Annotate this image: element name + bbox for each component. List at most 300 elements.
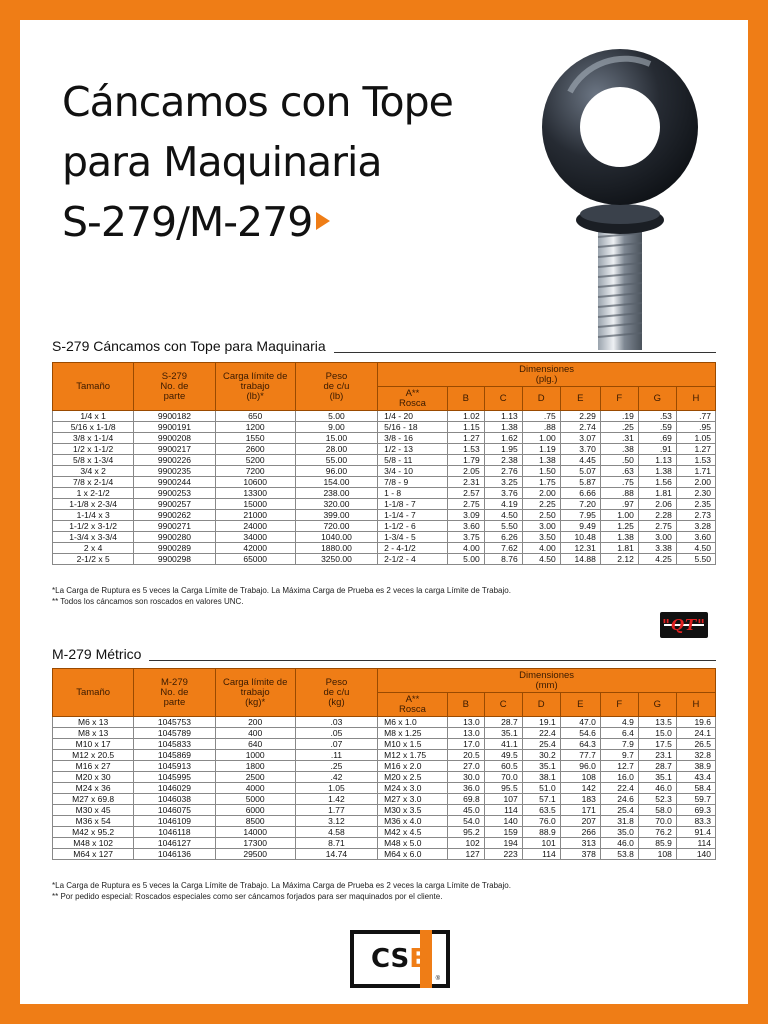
table-cell: 9900257	[134, 499, 215, 510]
table-cell: 53.8	[600, 849, 638, 860]
m279-table	[52, 668, 716, 860]
table-cell: 96.0	[560, 761, 600, 772]
table-cell: 49.5	[484, 750, 522, 761]
col-b: B	[447, 387, 484, 411]
title-line-3-text: S-279/M-279	[62, 198, 313, 246]
table-cell: 1 - 8	[378, 488, 448, 499]
table-cell: 1-1/2 x 3-1/2	[53, 521, 134, 532]
table-cell: 3.75	[447, 532, 484, 543]
table-cell: .25	[295, 761, 377, 772]
table-cell: 140	[676, 849, 715, 860]
table-cell: 38.1	[522, 772, 560, 783]
table-cell: 1.27	[676, 444, 715, 455]
table-cell: .75	[522, 411, 560, 422]
table-cell: 7.95	[560, 510, 600, 521]
table-cell: 9900182	[134, 411, 215, 422]
table-cell: .88	[600, 488, 638, 499]
table-cell: 9900226	[134, 455, 215, 466]
table-cell: 29500	[215, 849, 295, 860]
table-cell: 1040.00	[295, 532, 377, 543]
table-cell: 2 - 4-1/2	[378, 543, 448, 554]
s279-table	[52, 362, 716, 565]
table-cell: 9900298	[134, 554, 215, 565]
table-cell: 20.5	[447, 750, 484, 761]
table-cell: M16 x 2.0	[378, 761, 448, 772]
table-cell: M42 x 95.2	[53, 827, 134, 838]
s279-table-body	[53, 411, 716, 565]
table-cell: 1/4 - 20	[378, 411, 448, 422]
table-cell: 32.8	[676, 750, 715, 761]
table-cell: 6000	[215, 805, 295, 816]
table-cell: 4.50	[676, 543, 715, 554]
table-cell: 3.60	[447, 521, 484, 532]
table-cell: 2.74	[560, 422, 600, 433]
table-cell: 88.9	[522, 827, 560, 838]
table-cell: 1.81	[600, 543, 638, 554]
table-cell: 8500	[215, 816, 295, 827]
table-cell: 2.28	[638, 510, 676, 521]
table-row	[53, 532, 716, 543]
table-row	[53, 816, 716, 827]
table-cell: 108	[638, 849, 676, 860]
m279-notes	[52, 880, 716, 902]
table-cell: 2.00	[522, 488, 560, 499]
table-cell: 2.50	[522, 510, 560, 521]
col-thread: A** Rosca	[378, 693, 448, 717]
table-cell: 69.3	[676, 805, 715, 816]
m279-table-body	[53, 717, 716, 860]
table-cell: 2.12	[600, 554, 638, 565]
col-size: Tamaño	[53, 669, 134, 717]
table-cell: M48 x 102	[53, 838, 134, 849]
table-cell: 3.12	[295, 816, 377, 827]
table-cell: 1046127	[134, 838, 215, 849]
table-cell: M48 x 5.0	[378, 838, 448, 849]
table-cell: 1045913	[134, 761, 215, 772]
table-cell: 9900280	[134, 532, 215, 543]
table-cell: 28.7	[484, 717, 522, 728]
table-cell: M8 x 1.25	[378, 728, 448, 739]
table-cell: 2.05	[447, 466, 484, 477]
table-cell: 9900289	[134, 543, 215, 554]
table-cell: 54.0	[447, 816, 484, 827]
table-cell: 3.00	[522, 521, 560, 532]
table-cell: 1.42	[295, 794, 377, 805]
table-cell: 1.53	[676, 455, 715, 466]
table-cell: 16.0	[600, 772, 638, 783]
table-cell: 114	[484, 805, 522, 816]
table-cell: 4.58	[295, 827, 377, 838]
table-cell: 77.7	[560, 750, 600, 761]
table-cell: 19.1	[522, 717, 560, 728]
table-cell: 5/16 - 18	[378, 422, 448, 433]
table-cell: 13300	[215, 488, 295, 499]
table-cell: 42000	[215, 543, 295, 554]
table-row	[53, 510, 716, 521]
table-row	[53, 433, 716, 444]
table-row	[53, 488, 716, 499]
table-cell: 400	[215, 728, 295, 739]
table-cell: 51.0	[522, 783, 560, 794]
table-cell: 4.25	[638, 554, 676, 565]
table-cell: 15.0	[638, 728, 676, 739]
csb-logo-text: CSB	[370, 944, 430, 974]
col-dimensions: Dimensiones (plg.)	[378, 363, 716, 387]
table-cell: 238.00	[295, 488, 377, 499]
table-cell: 70.0	[638, 816, 676, 827]
table-cell: .05	[295, 728, 377, 739]
table-cell: .25	[600, 422, 638, 433]
table-cell: 1045789	[134, 728, 215, 739]
table-cell: 12.31	[560, 543, 600, 554]
qt-logo-text: "QT"	[662, 616, 706, 634]
table-cell: .42	[295, 772, 377, 783]
table-cell: 5.50	[484, 521, 522, 532]
table-row	[53, 728, 716, 739]
table-cell: 96.00	[295, 466, 377, 477]
table-cell: 30.0	[447, 772, 484, 783]
table-cell: .97	[600, 499, 638, 510]
table-cell: .91	[638, 444, 676, 455]
table-cell: 9900191	[134, 422, 215, 433]
table-cell: .77	[676, 411, 715, 422]
table-cell: 5/8 x 1-3/4	[53, 455, 134, 466]
table-cell: 24.6	[600, 794, 638, 805]
table-cell: 142	[560, 783, 600, 794]
table-cell: 27.0	[447, 761, 484, 772]
table-cell: 1880.00	[295, 543, 377, 554]
col-h: H	[676, 387, 715, 411]
table-cell: 194	[484, 838, 522, 849]
table-cell: M12 x 1.75	[378, 750, 448, 761]
table-cell: 2.29	[560, 411, 600, 422]
table-cell: 6.4	[600, 728, 638, 739]
table-cell: 12.7	[600, 761, 638, 772]
table-cell: .07	[295, 739, 377, 750]
table-cell: 95.5	[484, 783, 522, 794]
table-row	[53, 827, 716, 838]
table-cell: 23.1	[638, 750, 676, 761]
table-cell: 1045869	[134, 750, 215, 761]
table-cell: 5.00	[295, 411, 377, 422]
table-row	[53, 521, 716, 532]
col-c: C	[484, 387, 522, 411]
table-cell: 4.19	[484, 499, 522, 510]
col-part-number: M-279 No. de parte	[134, 669, 215, 717]
col-f: F	[600, 387, 638, 411]
table-cell: 3.50	[522, 532, 560, 543]
table-cell: 223	[484, 849, 522, 860]
table-cell: M30 x 45	[53, 805, 134, 816]
table-cell: 64.3	[560, 739, 600, 750]
table-cell: 1.13	[638, 455, 676, 466]
table-cell: 1046075	[134, 805, 215, 816]
table-row	[53, 422, 716, 433]
table-cell: 1.75	[522, 477, 560, 488]
table-cell: 4.00	[447, 543, 484, 554]
table-cell: 60.5	[484, 761, 522, 772]
table-cell: M42 x 4.5	[378, 827, 448, 838]
table-row	[53, 477, 716, 488]
qt-logo	[660, 612, 708, 638]
col-working-load: Carga límite de trabajo (lb)*	[215, 363, 295, 411]
col-g: G	[638, 387, 676, 411]
table-cell: 1.38	[600, 532, 638, 543]
m279-heading-text: M-279 Métrico	[52, 646, 149, 662]
table-cell: 14000	[215, 827, 295, 838]
table-cell: 2600	[215, 444, 295, 455]
table-cell: 1-1/2 - 6	[378, 521, 448, 532]
table-row	[53, 794, 716, 805]
table-row	[53, 543, 716, 554]
eye-bolt-photo	[530, 42, 710, 352]
table-cell: 2.25	[522, 499, 560, 510]
table-cell: M24 x 36	[53, 783, 134, 794]
table-cell: 1.05	[676, 433, 715, 444]
table-cell: 4.9	[600, 717, 638, 728]
table-cell: .88	[522, 422, 560, 433]
table-cell: 1/4 x 1	[53, 411, 134, 422]
table-cell: 5.00	[447, 554, 484, 565]
col-c: C	[484, 693, 522, 717]
table-row	[53, 805, 716, 816]
table-cell: 1000	[215, 750, 295, 761]
col-working-load: Carga límite de trabajo (kg)*	[215, 669, 295, 717]
table-cell: 9.7	[600, 750, 638, 761]
table-cell: 1046038	[134, 794, 215, 805]
table-cell: 3.07	[560, 433, 600, 444]
table-cell: 1.15	[447, 422, 484, 433]
table-cell: .31	[600, 433, 638, 444]
table-cell: 9900208	[134, 433, 215, 444]
col-f: F	[600, 693, 638, 717]
table-cell: 14.88	[560, 554, 600, 565]
table-cell: 7.20	[560, 499, 600, 510]
table-cell: 650	[215, 411, 295, 422]
table-cell: 69.8	[447, 794, 484, 805]
table-cell: M64 x 127	[53, 849, 134, 860]
table-cell: 5200	[215, 455, 295, 466]
table-cell: 183	[560, 794, 600, 805]
table-row	[53, 739, 716, 750]
table-cell: 54.6	[560, 728, 600, 739]
table-cell: 3/8 x 1-1/4	[53, 433, 134, 444]
table-cell: 6.26	[484, 532, 522, 543]
table-cell: 1-3/4 x 3-3/4	[53, 532, 134, 543]
col-h: H	[676, 693, 715, 717]
table-cell: 76.0	[522, 816, 560, 827]
table-cell: M8 x 13	[53, 728, 134, 739]
table-cell: 1.77	[295, 805, 377, 816]
table-cell: 31.8	[600, 816, 638, 827]
table-row	[53, 499, 716, 510]
table-cell: 46.0	[638, 783, 676, 794]
table-cell: 76.2	[638, 827, 676, 838]
table-cell: M12 x 20.5	[53, 750, 134, 761]
table-cell: .75	[600, 477, 638, 488]
table-cell: 2.31	[447, 477, 484, 488]
table-cell: 38.9	[676, 761, 715, 772]
s279-note-1: *La Carga de Ruptura es 5 veces la Carga Límite de Trabajo. La Máxima Carga de Prueba es 2 veces la carga Límite de Trabajo.	[52, 586, 511, 595]
page-title	[62, 72, 532, 252]
table-cell: 1046136	[134, 849, 215, 860]
table-cell: 1200	[215, 422, 295, 433]
table-cell: 3.38	[638, 543, 676, 554]
table-cell: 22.4	[600, 783, 638, 794]
table-row	[53, 750, 716, 761]
table-cell: 1.38	[522, 455, 560, 466]
table-cell: 1-3/4 - 5	[378, 532, 448, 543]
title-line-2: para Maquinaria	[62, 138, 382, 186]
col-e: E	[560, 693, 600, 717]
col-weight: Peso de c/u (lb)	[295, 363, 377, 411]
table-cell: 9900235	[134, 466, 215, 477]
table-cell: 65000	[215, 554, 295, 565]
table-cell: 102	[447, 838, 484, 849]
table-cell: 4.00	[522, 543, 560, 554]
table-cell: 1.81	[638, 488, 676, 499]
table-cell: 1.53	[447, 444, 484, 455]
table-cell: M6 x 1.0	[378, 717, 448, 728]
col-size: Tamaño	[53, 363, 134, 411]
table-cell: 7.9	[600, 739, 638, 750]
table-cell: 24.1	[676, 728, 715, 739]
col-weight: Peso de c/u (kg)	[295, 669, 377, 717]
table-cell: 114	[676, 838, 715, 849]
table-cell: 1045833	[134, 739, 215, 750]
table-cell: 43.4	[676, 772, 715, 783]
m279-note-2: ** Por pedido especial: Roscados especiales como ser cáncamos forjados para ser maquinados por el cliente.	[52, 892, 443, 901]
table-cell: 1-1/8 - 7	[378, 499, 448, 510]
table-cell: 63.5	[522, 805, 560, 816]
table-cell: 1.95	[484, 444, 522, 455]
table-cell: M27 x 3.0	[378, 794, 448, 805]
table-cell: 1.71	[676, 466, 715, 477]
table-row	[53, 772, 716, 783]
table-cell: 4000	[215, 783, 295, 794]
table-cell: 5/8 - 11	[378, 455, 448, 466]
table-cell: 200	[215, 717, 295, 728]
table-cell: M6 x 13	[53, 717, 134, 728]
table-cell: 8.76	[484, 554, 522, 565]
table-cell: 2.00	[676, 477, 715, 488]
table-cell: .50	[600, 455, 638, 466]
table-cell: 2500	[215, 772, 295, 783]
table-cell: .59	[638, 422, 676, 433]
table-cell: 7.62	[484, 543, 522, 554]
table-cell: 59.7	[676, 794, 715, 805]
table-cell: 25.4	[522, 739, 560, 750]
table-cell: 9.00	[295, 422, 377, 433]
table-cell: 1046118	[134, 827, 215, 838]
table-row	[53, 411, 716, 422]
table-cell: 720.00	[295, 521, 377, 532]
table-cell: .53	[638, 411, 676, 422]
table-cell: 378	[560, 849, 600, 860]
col-d: D	[522, 693, 560, 717]
s279-notes	[52, 585, 716, 607]
table-row	[53, 849, 716, 860]
table-cell: 17.5	[638, 739, 676, 750]
s279-heading-text: S-279 Cáncamos con Tope para Maquinaria	[52, 338, 334, 354]
table-cell: 4.50	[484, 510, 522, 521]
table-cell: M27 x 69.8	[53, 794, 134, 805]
table-cell: 3/4 - 10	[378, 466, 448, 477]
table-row	[53, 717, 716, 728]
csb-logo: CSB ®	[350, 930, 450, 988]
table-cell: 1.50	[522, 466, 560, 477]
table-cell: M10 x 17	[53, 739, 134, 750]
table-cell: 10.48	[560, 532, 600, 543]
table-cell: 9900271	[134, 521, 215, 532]
table-cell: 45.0	[447, 805, 484, 816]
table-cell: 5.87	[560, 477, 600, 488]
table-cell: 1045995	[134, 772, 215, 783]
table-cell: M24 x 3.0	[378, 783, 448, 794]
col-b: B	[447, 693, 484, 717]
title-line-1: Cáncamos con Tope	[62, 78, 453, 126]
table-cell: 5.07	[560, 466, 600, 477]
table-cell: 2.57	[447, 488, 484, 499]
table-cell: 7/8 - 9	[378, 477, 448, 488]
table-cell: 19.6	[676, 717, 715, 728]
table-cell: 95.2	[447, 827, 484, 838]
table-row	[53, 554, 716, 565]
table-cell: 3/4 x 2	[53, 466, 134, 477]
table-cell: 1.13	[484, 411, 522, 422]
table-cell: 10600	[215, 477, 295, 488]
table-cell: 17300	[215, 838, 295, 849]
table-cell: 15000	[215, 499, 295, 510]
table-cell: M20 x 2.5	[378, 772, 448, 783]
table-cell: 3250.00	[295, 554, 377, 565]
table-cell: 640	[215, 739, 295, 750]
col-thread: A** Rosca	[378, 387, 448, 411]
table-cell: 14.74	[295, 849, 377, 860]
table-cell: .19	[600, 411, 638, 422]
table-row	[53, 455, 716, 466]
table-row	[53, 783, 716, 794]
table-cell: 3.60	[676, 532, 715, 543]
table-cell: 1046109	[134, 816, 215, 827]
table-cell: 13.5	[638, 717, 676, 728]
table-row	[53, 466, 716, 477]
table-cell: 35.1	[522, 761, 560, 772]
table-cell: M10 x 1.5	[378, 739, 448, 750]
table-cell: 207	[560, 816, 600, 827]
table-cell: 4.50	[522, 554, 560, 565]
table-cell: 3.09	[447, 510, 484, 521]
table-cell: 2.76	[484, 466, 522, 477]
table-cell: 57.1	[522, 794, 560, 805]
table-cell: 9.49	[560, 521, 600, 532]
table-cell: 107	[484, 794, 522, 805]
table-cell: 8.71	[295, 838, 377, 849]
table-row	[53, 838, 716, 849]
table-cell: 26.5	[676, 739, 715, 750]
table-cell: 30.2	[522, 750, 560, 761]
table-cell: 5000	[215, 794, 295, 805]
table-cell: 3.76	[484, 488, 522, 499]
table-cell: 313	[560, 838, 600, 849]
table-cell: 1.62	[484, 433, 522, 444]
table-cell: 1.19	[522, 444, 560, 455]
table-cell: 34000	[215, 532, 295, 543]
table-cell: 140	[484, 816, 522, 827]
table-cell: 55.00	[295, 455, 377, 466]
table-cell: 114	[522, 849, 560, 860]
table-cell: 2-1/2 x 5	[53, 554, 134, 565]
